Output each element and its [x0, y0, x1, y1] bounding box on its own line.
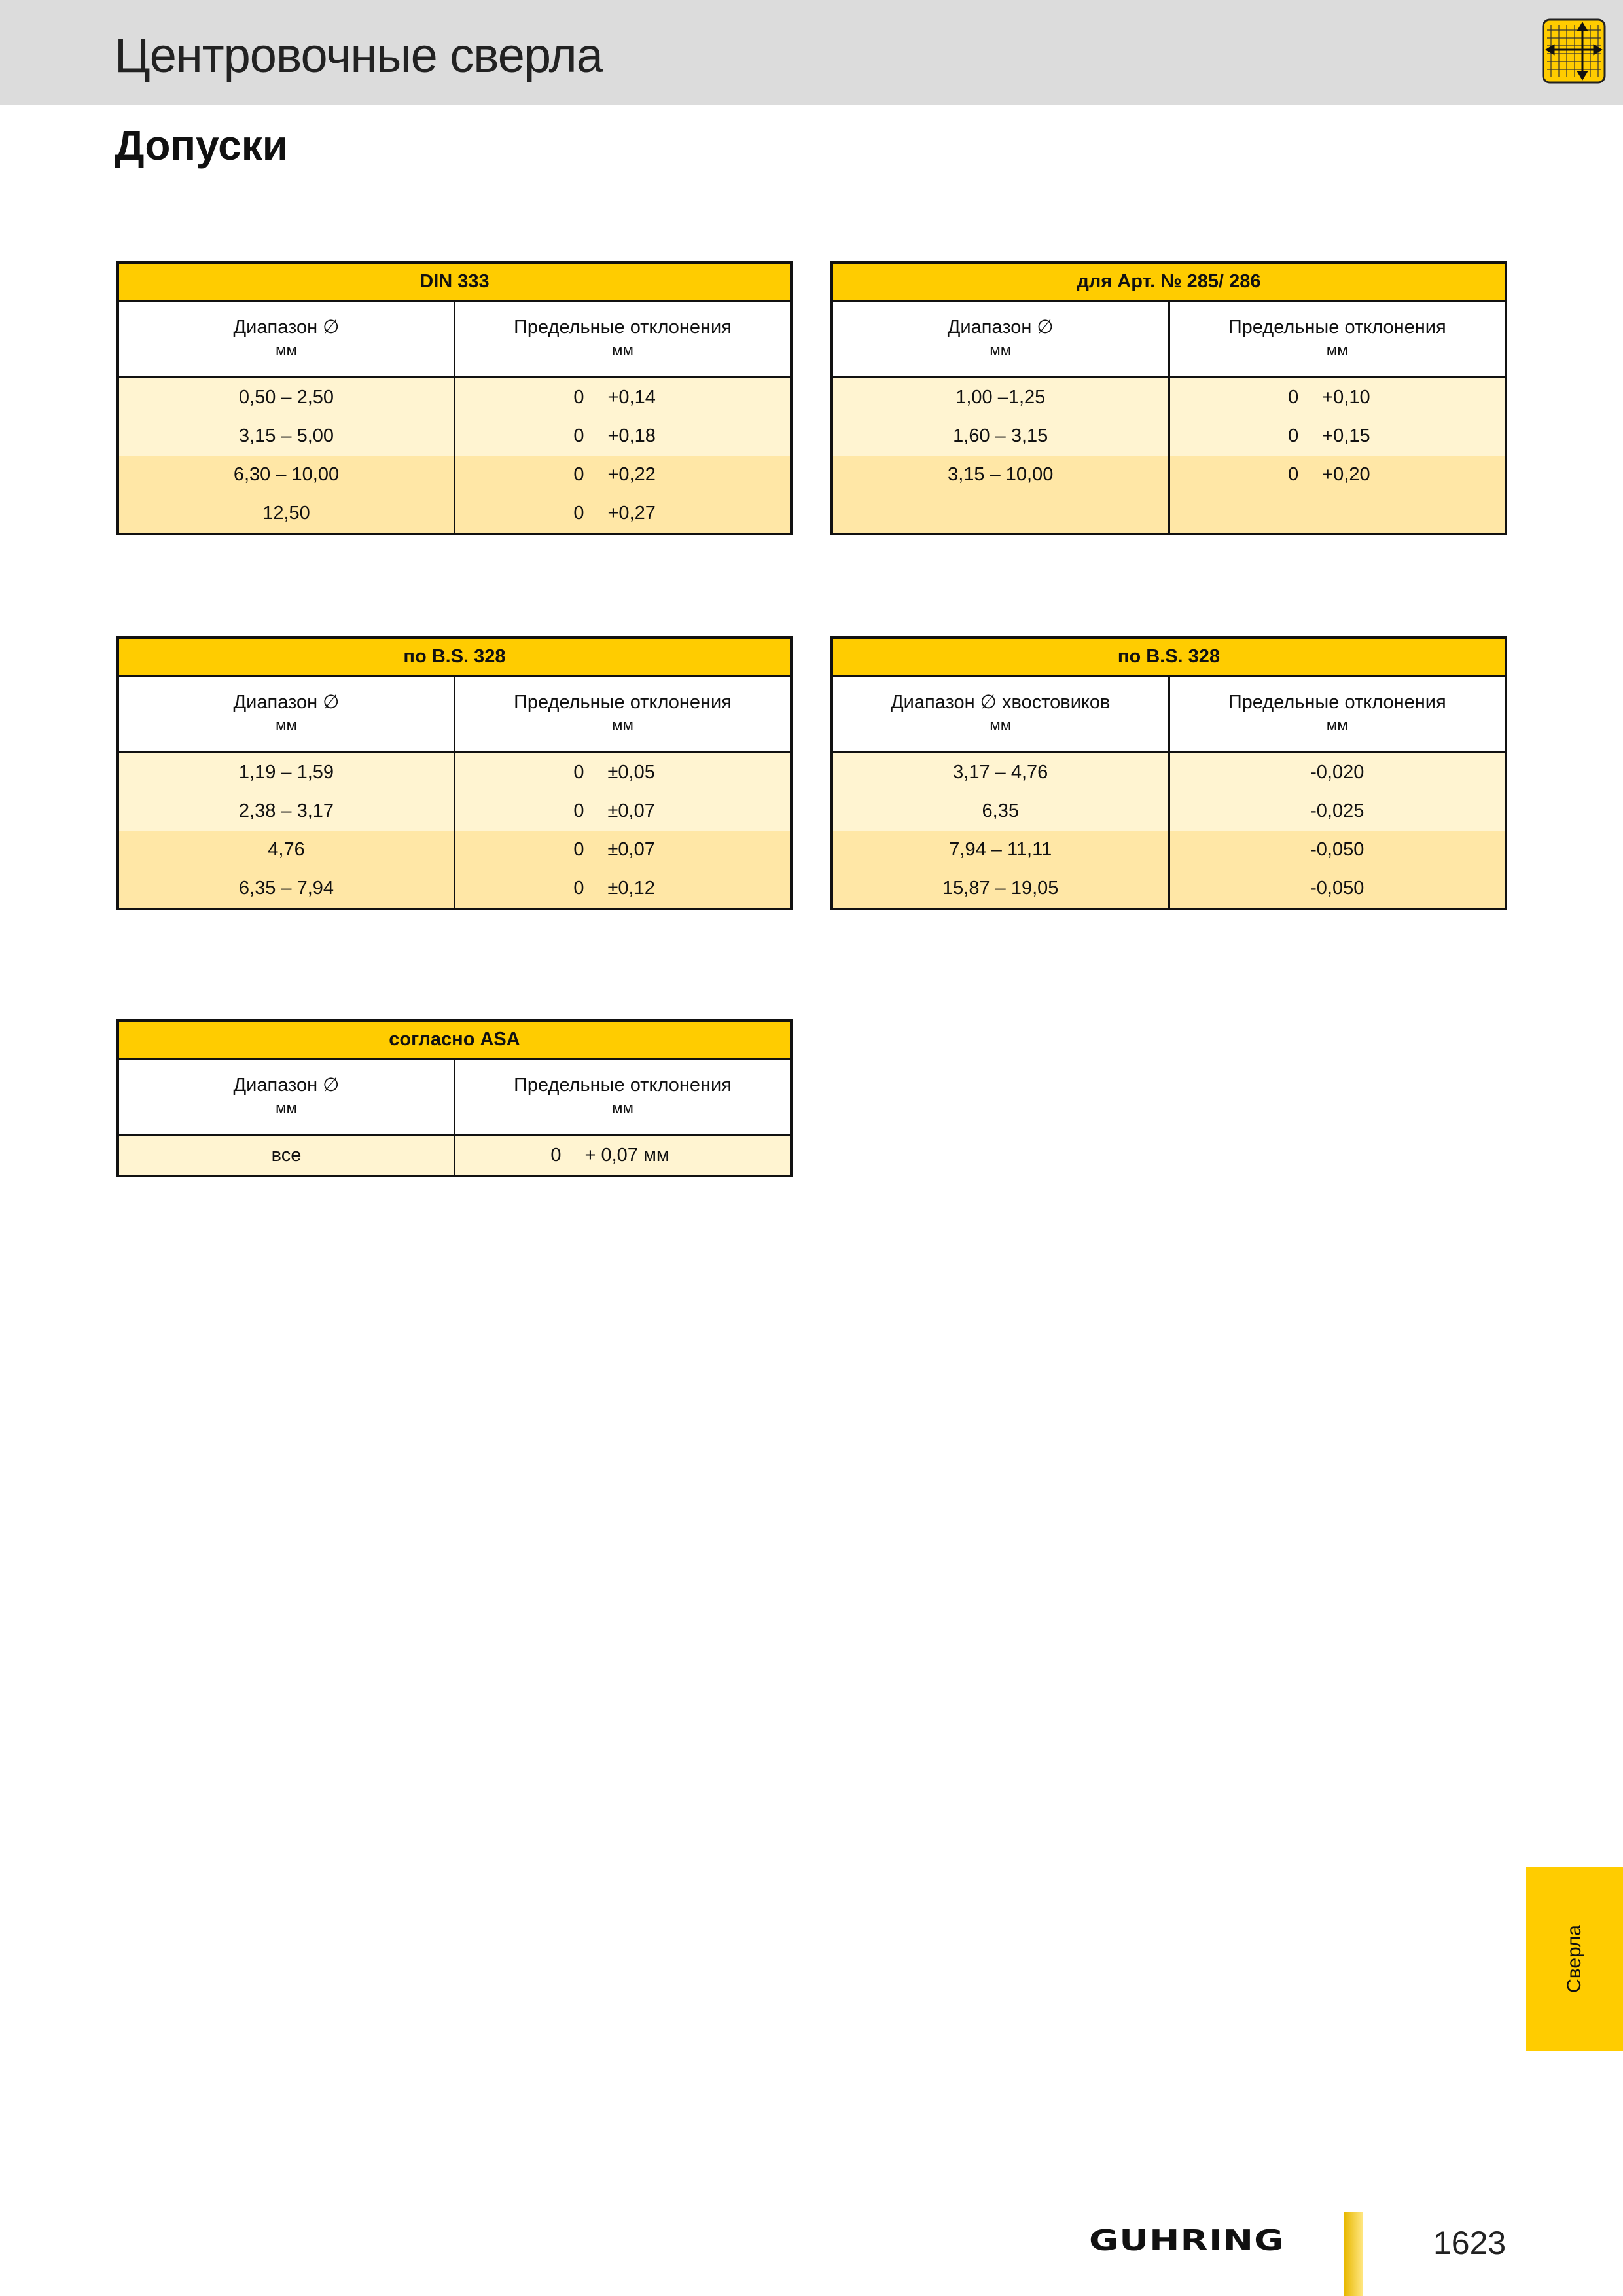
table-row: 1,60 – 3,15 0 +0,15 — [833, 417, 1505, 456]
table-row: 1,00 –1,25 0 +0,10 — [833, 378, 1505, 417]
column-header-deviation: Предельные отклонения мм — [1228, 692, 1446, 734]
table-row: 1,19 – 1,59 0 ±0,05 — [119, 753, 790, 792]
table-header — [119, 302, 790, 378]
footer-accent-bar — [1344, 2212, 1363, 2296]
column-header-range: Диапазон ∅ хвостовиков мм — [833, 677, 1170, 751]
table-row — [833, 494, 1505, 533]
column-header-range: Диапазон ∅ мм — [119, 302, 455, 376]
table-row: 6,30 – 10,00 0 +0,22 — [119, 456, 790, 494]
column-header-deviation: Предельные отклонения мм — [1228, 317, 1446, 359]
column-header-deviation: Предельные отклонения мм — [514, 1075, 732, 1117]
measurement-grid-icon — [1542, 18, 1606, 84]
page-title: Центровочные сверла — [115, 28, 603, 82]
table-header — [119, 1060, 790, 1136]
table-bs-328 — [116, 636, 793, 910]
table-row: 3,17 – 4,76 -0,020 — [833, 753, 1505, 792]
column-header-range: Диапазон ∅ мм — [119, 1060, 455, 1134]
column-header-deviation: Предельные отклонения мм — [514, 692, 732, 734]
table-din-333 — [116, 261, 793, 535]
table-row: 6,35 – 7,94 0 ±0,12 — [119, 869, 790, 908]
side-tab-label: Сверла — [1563, 1925, 1585, 1993]
table-row: 3,15 – 5,00 0 +0,18 — [119, 417, 790, 456]
table-asa — [116, 1019, 793, 1177]
table-row: 7,94 – 11,11 -0,050 — [833, 831, 1505, 869]
table-caption: DIN 333 — [119, 264, 790, 302]
table-art-285-286 — [830, 261, 1507, 535]
page-number: 1623 — [1433, 2225, 1507, 2261]
column-header-deviation: Предельные отклонения мм — [514, 317, 732, 359]
table-caption: по B.S. 328 — [119, 639, 790, 677]
table-bs-328-shanks — [830, 636, 1507, 910]
table-row: 3,15 – 10,00 0 +0,20 — [833, 456, 1505, 494]
side-tab-drills[interactable] — [1526, 1867, 1623, 2051]
table-row: 12,50 0 +0,27 — [119, 494, 790, 533]
table-row: 6,35 -0,025 — [833, 792, 1505, 831]
table-header — [833, 677, 1505, 753]
table-header — [119, 677, 790, 753]
section-title: Допуски — [115, 122, 289, 169]
table-caption: по B.S. 328 — [833, 639, 1505, 677]
table-header — [833, 302, 1505, 378]
column-header-range: Диапазон ∅ мм — [119, 677, 455, 751]
table-row: 15,87 – 19,05 -0,050 — [833, 869, 1505, 908]
table-row: 2,38 – 3,17 0 ±0,07 — [119, 792, 790, 831]
guhring-logo: GUHRING — [1089, 2224, 1285, 2257]
table-caption: для Арт. № 285/ 286 — [833, 264, 1505, 302]
table-row: 4,76 0 ±0,07 — [119, 831, 790, 869]
table-row: 0,50 – 2,50 0 +0,14 — [119, 378, 790, 417]
table-row: все 0 + 0,07 мм — [119, 1136, 790, 1175]
column-header-range: Диапазон ∅ мм — [833, 302, 1170, 376]
table-caption: согласно ASA — [119, 1022, 790, 1060]
